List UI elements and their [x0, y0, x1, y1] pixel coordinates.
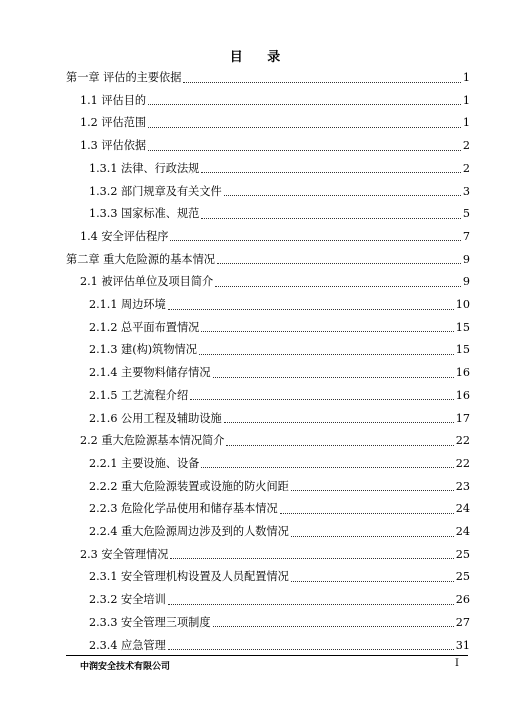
footer-divider [66, 655, 468, 656]
toc-entry-label: 1.3.3 国家标准、规范 [89, 207, 200, 221]
toc-entry[interactable] [89, 502, 470, 516]
toc-dot-leader [291, 528, 454, 537]
toc-dot-leader [168, 301, 454, 310]
toc-entry-label: 2.1.3 建(构)筑物情况 [89, 343, 197, 357]
toc-entry-label: 1.4 安全评估程序 [80, 229, 169, 243]
toc-entry[interactable] [89, 570, 470, 584]
toc-dot-leader [226, 437, 453, 446]
toc-page-number: 3 [462, 184, 470, 198]
toc-dot-leader [190, 391, 454, 400]
toc-entry-label: 第二章 重大危险源的基本情况 [66, 252, 215, 266]
toc-entry[interactable] [89, 162, 470, 176]
toc-page-number: 10 [455, 298, 470, 311]
toc-entry-label: 2.2.2 重大危险源装置或设施的防火间距 [89, 479, 289, 493]
toc-entry-label: 1.3.1 法律、行政法规 [89, 161, 200, 175]
toc-page-number: 17 [455, 411, 470, 425]
toc-page-number: 25 [455, 570, 470, 584]
toc-dot-leader [199, 346, 454, 355]
toc-dot-leader [224, 414, 454, 423]
toc-entry-label: 2.2.1 主要设施、设备 [89, 456, 200, 470]
toc-entry[interactable] [89, 389, 470, 403]
toc-page-number: 22 [455, 456, 470, 470]
toc-dot-leader [213, 369, 454, 378]
toc-entry-label: 1.3 评估依据 [80, 139, 147, 153]
toc-entry[interactable] [89, 480, 470, 494]
toc-entry[interactable] [66, 71, 470, 85]
toc-entry[interactable] [89, 366, 470, 380]
footer-page-number: I [455, 658, 459, 669]
toc-page-number: 27 [455, 615, 470, 629]
toc-page-number: 1 [462, 93, 470, 107]
toc-page-number: 24 [455, 525, 470, 538]
toc-entry-label: 2.2.3 危险化学品使用和储存基本情况 [89, 502, 278, 516]
toc-page-number: 26 [455, 593, 470, 607]
toc-entry-label: 2.3.3 安全管理三项制度 [89, 615, 211, 629]
toc-page-number: 16 [455, 388, 470, 402]
toc-page-number: 23 [455, 479, 470, 493]
toc-page-number: 16 [455, 366, 470, 380]
toc-page-number: 2 [462, 139, 470, 153]
toc-page-number: 2 [462, 161, 470, 175]
toc-entry[interactable] [89, 457, 470, 471]
toc-entry[interactable] [89, 207, 470, 221]
toc-dot-leader [280, 505, 454, 514]
toc-dot-leader [291, 482, 454, 491]
toc-entry-label: 2.1.1 周边环境 [89, 298, 166, 311]
toc-entry[interactable] [89, 412, 470, 426]
toc-entry-label: 2.3.2 安全培训 [89, 593, 166, 607]
toc-page-number: 5 [462, 207, 470, 221]
toc-page-number: 7 [462, 229, 470, 243]
toc-entry-label: 2.1.6 公用工程及辅助设施 [89, 411, 222, 425]
toc-dot-leader [168, 596, 454, 605]
toc-dot-leader [168, 641, 454, 650]
toc-entry-label: 1.1 评估目的 [80, 93, 147, 107]
toc-entry[interactable] [89, 185, 470, 199]
toc-page-number: 22 [455, 434, 470, 448]
toc-entry[interactable] [89, 321, 470, 335]
toc-entry-label: 2.2.4 重大危险源周边涉及到的人数情况 [89, 525, 289, 538]
toc-dot-leader [201, 210, 461, 219]
toc-page-number: 1 [462, 116, 470, 130]
toc-dot-leader [201, 459, 453, 468]
toc-dot-leader [224, 187, 461, 196]
toc-entry[interactable] [80, 139, 470, 153]
toc-entry-label: 第一章 评估的主要依据 [66, 71, 182, 84]
toc-page-number: 15 [455, 320, 470, 334]
toc-entry[interactable] [89, 616, 470, 630]
toc-entry-label: 2.1.4 主要物料储存情况 [89, 366, 211, 380]
toc-entry[interactable] [89, 639, 470, 653]
toc-entry[interactable] [80, 548, 470, 562]
toc-dot-leader [170, 232, 460, 241]
toc-dot-leader [215, 278, 461, 287]
toc-entry-label: 2.3.1 安全管理机构设置及人员配置情况 [89, 570, 289, 584]
toc-dot-leader [148, 96, 461, 105]
toc-entry-label: 1.3.2 部门规章及有关文件 [89, 184, 222, 198]
toc-entry-label: 2.3.4 应急管理 [89, 638, 166, 652]
toc-page-number: 9 [462, 252, 470, 266]
toc-page-number: 15 [455, 343, 470, 357]
toc-dot-leader [213, 618, 454, 627]
toc-page-number: 9 [462, 275, 470, 289]
toc-entry-label: 2.1 被评估单位及项目简介 [80, 275, 214, 289]
toc-dot-leader [148, 119, 461, 128]
toc-dot-leader [217, 255, 461, 264]
toc-entry-label: 2.1.2 总平面布置情况 [89, 320, 200, 334]
toc-entry[interactable] [66, 253, 470, 267]
toc-page-number: 24 [455, 502, 470, 516]
toc-entry[interactable] [80, 94, 470, 108]
toc-dot-leader [291, 573, 454, 582]
toc-page-number: 1 [462, 71, 470, 84]
toc-entry[interactable] [80, 116, 470, 130]
toc-dot-leader [170, 550, 453, 559]
footer-company-name: 中润安全技术有限公司 [80, 662, 171, 672]
toc-page-number: 25 [455, 547, 470, 561]
toc-entry[interactable] [80, 230, 470, 244]
toc-dot-leader [201, 164, 461, 173]
toc-title: 目 录 [229, 50, 291, 65]
toc-entry[interactable] [89, 525, 470, 539]
toc-entry[interactable] [80, 434, 470, 448]
toc-entry[interactable] [80, 275, 470, 289]
toc-entry-label: 2.2 重大危险源基本情况简介 [80, 434, 225, 448]
toc-entry[interactable] [89, 343, 470, 357]
toc-entry-label: 2.1.5 工艺流程介绍 [89, 388, 189, 402]
toc-dot-leader [201, 323, 453, 332]
toc-dot-leader [183, 74, 460, 83]
toc-entry-label: 2.3 安全管理情况 [80, 547, 169, 561]
toc-entry[interactable] [89, 593, 470, 607]
toc-entry-label: 1.2 评估范围 [80, 116, 147, 130]
toc-page-number: 31 [455, 638, 470, 652]
toc-entry[interactable] [89, 298, 470, 312]
toc-dot-leader [148, 142, 461, 151]
